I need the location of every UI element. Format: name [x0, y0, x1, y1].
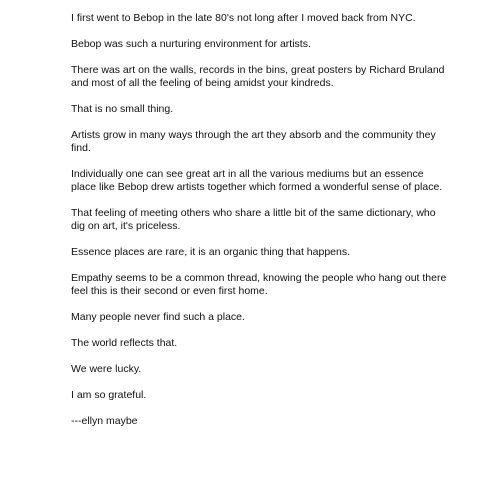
paragraph-13: I am so grateful.: [71, 389, 147, 401]
paragraph-11: The world reflects that.: [71, 337, 178, 349]
paragraph-7: That feeling of meeting others who share a little bit of the same dictionary, who dig on art, it's priceless.: [71, 207, 436, 232]
paragraph-1: I first went to Bebop in the late 80's not long after I moved back from NYC.: [71, 12, 416, 24]
paragraph-8: Essence places are rare, it is an organic thing that happens.: [71, 246, 350, 258]
paragraph-2: Bebop was such a nurturing environment for artists.: [71, 38, 311, 50]
paragraph-10: Many people never find such a place.: [71, 311, 245, 323]
paragraph-6: Individually one can see great art in all the various mediums but an essence place like Bebop drew artists together which formed a wonderful sense of place.: [71, 168, 443, 193]
paragraph-4: That is no small thing.: [71, 103, 174, 115]
paragraph-3: There was art on the walls, records in the bins, great posters by Richard Bruland and most of all the feeling of being amidst your kindreds.: [71, 64, 445, 89]
paragraph-5: Artists grow in many ways through the art they absorb and the community they find.: [71, 129, 436, 154]
signature: ---ellyn maybe: [71, 415, 138, 427]
paragraph-9: Empathy seems to be a common thread, knowing the people who hang out there feel this is their second or even first home.: [71, 272, 447, 297]
paragraph-12: We were lucky.: [71, 363, 142, 375]
